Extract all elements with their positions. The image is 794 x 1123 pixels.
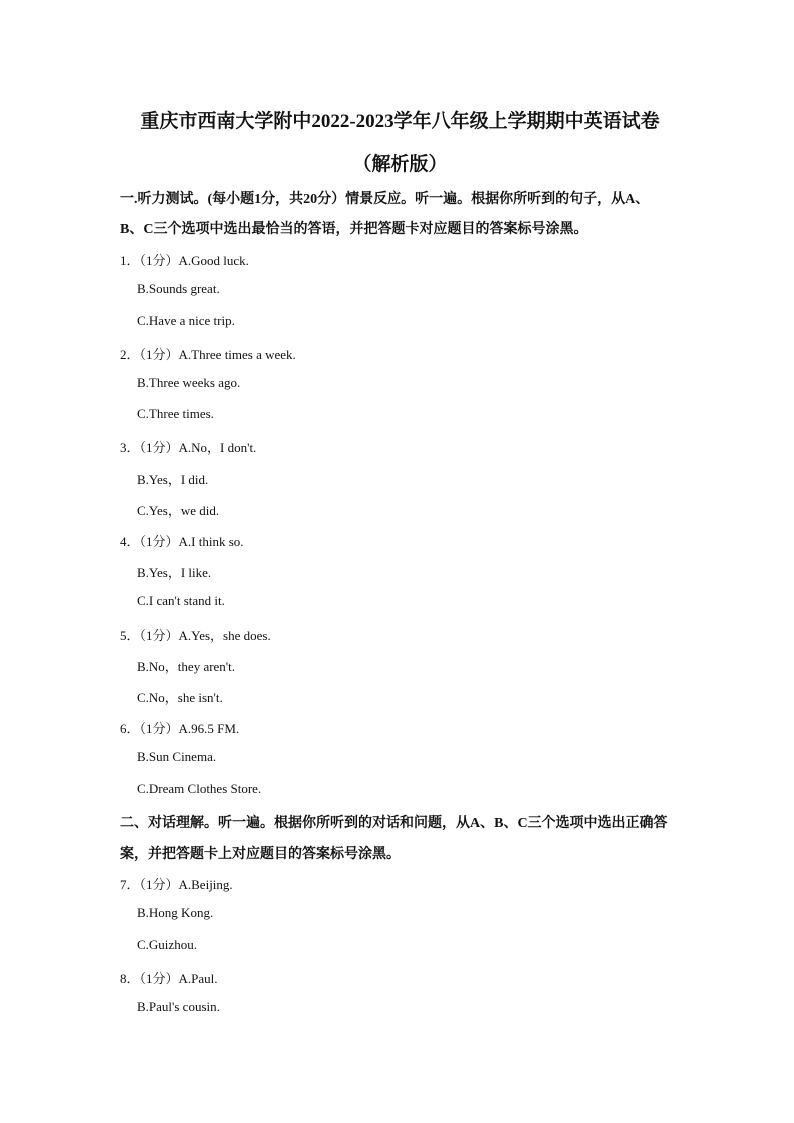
- exam-title: 重庆市西南大学附中2022-2023学年八年级上学期期中英语试卷: [140, 111, 660, 132]
- question-1-option-b: B.Sounds great.: [137, 281, 220, 296]
- question-7-option-c: C.Guizhou.: [137, 937, 197, 952]
- question-1-stem: 1．（1分）A.Good luck.: [120, 253, 249, 268]
- section-2-instruction-line-1: 二、对话理解。听一遍。根据你所听到的对话和问题，从A、B、C三个选项中选出正确答: [120, 816, 668, 831]
- question-4-stem: 4．（1分）A.I think so.: [120, 534, 244, 549]
- question-4-option-c: C.I can't stand it.: [137, 593, 225, 608]
- question-3-stem: 3．（1分）A.No，I don't.: [120, 440, 257, 455]
- question-6-option-c: C.Dream Clothes Store.: [137, 781, 262, 796]
- section-1-instruction-line-2: B、C三个选项中选出最恰当的答语，并把答题卡对应题目的答案标号涂黑。: [120, 222, 588, 237]
- question-6-stem: 6．（1分）A.96.5 FM.: [120, 721, 240, 736]
- section-2-instruction-line-2: 案，并把答题卡上对应题目的答案标号涂黑。: [120, 847, 400, 862]
- question-2-stem: 2．（1分）A.Three times a week.: [120, 347, 296, 362]
- question-5-stem: 5．（1分）A.Yes，she does.: [120, 628, 271, 643]
- section-1-instruction-line-1: 一.听力测试。(每小题1分，共20分）情景反应。听一遍。根据你所听到的句子，从A、: [120, 192, 650, 207]
- question-2-option-c: C.Three times.: [137, 406, 214, 421]
- question-1-option-c: C.Have a nice trip.: [137, 313, 235, 328]
- question-2-option-b: B.Three weeks ago.: [137, 375, 241, 390]
- question-3-option-c: C.Yes，we did.: [137, 503, 220, 518]
- question-7-stem: 7．（1分）A.Beijing.: [120, 877, 233, 892]
- question-4-option-b: B.Yes，I like.: [137, 565, 212, 580]
- question-8-option-b: B.Paul's cousin.: [137, 999, 220, 1014]
- question-5-option-b: B.No，they aren't.: [137, 659, 236, 674]
- exam-subtitle: （解析版）: [352, 154, 448, 175]
- question-5-option-c: C.No，she isn't.: [137, 690, 223, 705]
- question-7-option-b: B.Hong Kong.: [137, 905, 214, 920]
- question-8-stem: 8．（1分）A.Paul.: [120, 971, 218, 986]
- question-6-option-b: B.Sun Cinema.: [137, 749, 217, 764]
- question-3-option-b: B.Yes，I did.: [137, 472, 209, 487]
